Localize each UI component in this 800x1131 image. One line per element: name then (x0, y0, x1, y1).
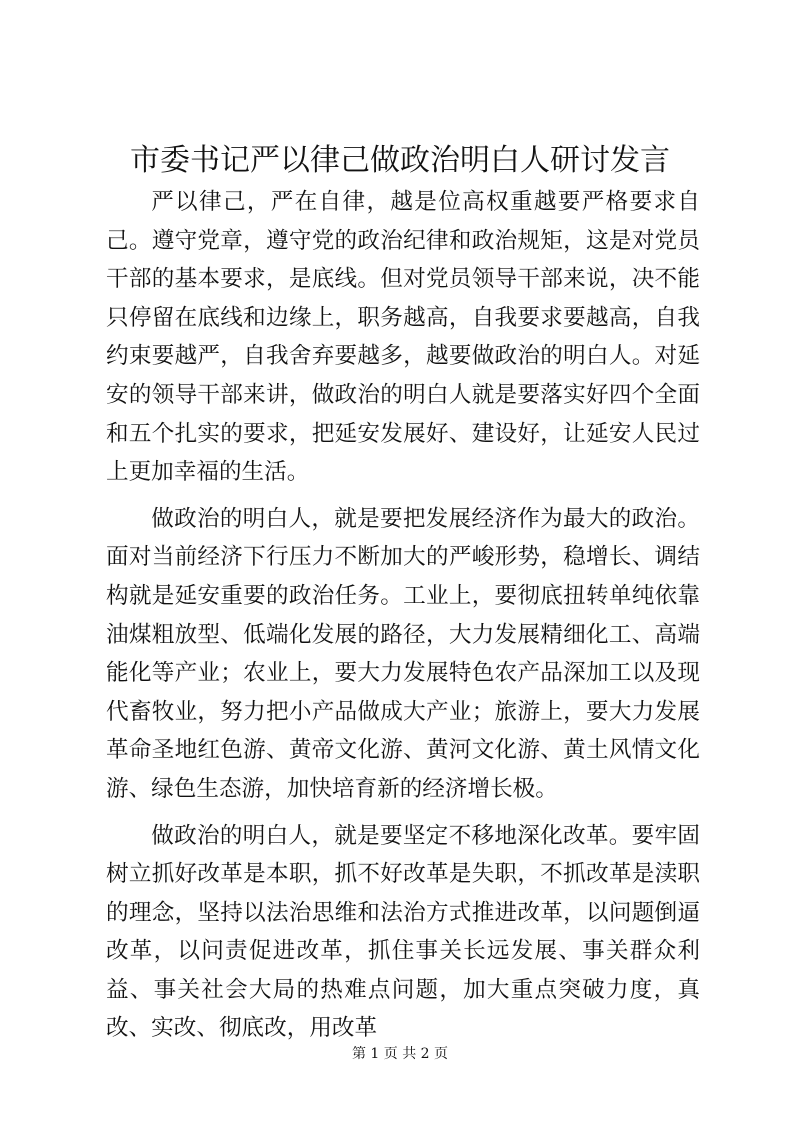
paragraph-1: 严以律己，严在自律，越是位高权重越要严格要求自己。遵守党章，遵守党的政治纪律和政治规矩，这是对党员干部的基本要求，是底线。但对党员领导干部来说，决不能只停留在底线和边缘上，职务越高，自我要求要越高，自我约束要越严，自我舍弃要越多，越要做政治的明白人。对延安的领导干部来讲，做政治的明白人就是要落实好四个全面和五个扎实的要求，把延安发展好、建设好，让延安人民过上更加幸福的生活。 (106, 189, 700, 486)
paragraph-2: 做政治的明白人，就是要把发展经济作为最大的政治。面对当前经济下行压力不断加大的严峻形势，稳增长、调结构就是延安重要的政治任务。工业上，要彻底扭转单纯依靠油煤粗放型、低端化发展的路径，大力发展精细化工、高端能化等产业；农业上，要大力发展特色农产品深加工以及现代畜牧业，努力把小产品做成大产业；旅游上，要大力发展革命圣地红色游、黄帝文化游、黄河文化游、黄土风情文化游、绿色生态游，加快培育新的经济增长极。 (106, 505, 700, 802)
document-title: 市委书记严以律己做政治明白人研讨发言 (130, 143, 670, 178)
document-body (106, 183, 700, 1056)
paragraph-3: 做政治的明白人，就是要坚定不移地深化改革。要牢固树立抓好改革是本职，抓不好改革是失职，不抓改革是渎职的理念，坚持以法治思维和法治方式推进改革，以问题倒逼改革，以问责促进改革，抓住事关长远发展、事关群众利益、事关社会大局的热难点问题，加大重点突破力度，真改、实改、彻底改，用改革 (106, 822, 700, 1042)
page-number-footer: 第 1 页 共 2 页 (351, 1046, 449, 1062)
